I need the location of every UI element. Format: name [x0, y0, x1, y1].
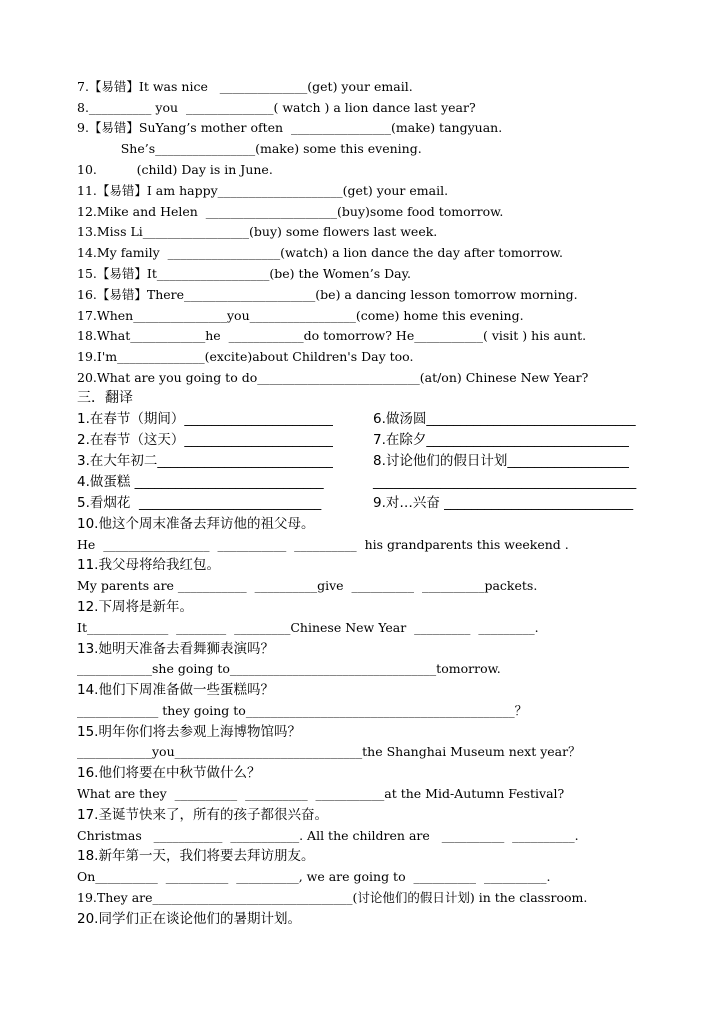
t15-answer: ____________you______________________________the Shanghai Museum next year？: [77, 744, 581, 759]
q11: 11.【易错】I am happy____________________(get) your email.: [77, 183, 449, 198]
q10: 10. (child) Day is in June.: [77, 162, 273, 177]
t16-answer: What are they __________ __________ ___________at the Mid-Autumn Festival?: [77, 786, 565, 801]
vocab-3: 3.在大年初二__________________________: [77, 453, 333, 469]
t18-prompt: 18.新年第一天，我们将要去拜访朋友。: [77, 848, 315, 864]
section-title: 三．翻译: [77, 390, 133, 406]
t11-prompt: 11.我父母将给我红包。: [77, 557, 220, 573]
vocab-4: 4.做蛋糕 ____________________________: [77, 474, 324, 490]
q19: 19.I'm______________(excite)about Children's Day too.: [77, 349, 414, 364]
t17-prompt: 17.圣诞节快来了，所有的孩子都很兴奋。: [77, 807, 328, 823]
t16-prompt: 16.他们将要在中秋节做什么？: [77, 765, 261, 781]
q14: 14.My family __________________(watch) a lion dance the day after tomorrow.: [77, 245, 563, 260]
q9: 9.【易错】SuYang’s mother often ________________(make) tangyuan.: [77, 120, 503, 135]
vocab-1: 1.在春节（期间）______________________: [77, 411, 333, 427]
t18-answer: On__________ __________ __________, we are going to __________ __________.: [77, 869, 551, 884]
vocab-2: 2.在春节（这天）______________________: [77, 432, 333, 448]
q16: 16.【易错】There_____________________(be) a dancing lesson tomorrow morning.: [77, 287, 578, 302]
t14-prompt: 14.他们下周准备做一些蛋糕吗？: [77, 682, 274, 698]
t20-prompt: 20.同学们正在谈论他们的暑期计划。: [77, 911, 301, 927]
t10-answer: He _________________ ___________ __________ his grandparents this weekend .: [77, 537, 569, 552]
q9-line2: She’s________________(make) some this evening.: [77, 141, 422, 156]
q7: 7.【易错】It was nice ______________(get) your email.: [77, 79, 413, 94]
t10-prompt: 10.他这个周末准备去拜访他的祖父母。: [77, 516, 315, 532]
q13: 13.Miss Li_________________(buy) some flowers last week.: [77, 224, 438, 239]
t14-answer: _____________ they going to___________________________________________？: [77, 703, 528, 718]
q20: 20.What are you going to do__________________________(at/on) Chinese New Year?: [77, 370, 589, 385]
t19: 19.They are________________________________(讨论他们的假日计划) in the classroom.: [77, 890, 588, 905]
vocab-7: 7.在除夕______________________________: [373, 432, 629, 448]
q12: 12.Mike and Helen _____________________(buy)some food tomorrow.: [77, 204, 504, 219]
vocab-8-line2: _______________________________________: [373, 474, 637, 490]
t13-prompt: 13.她明天准备去看舞狮表演吗？: [77, 641, 274, 657]
q18: 18.What____________he ____________do tomorrow? He___________( visit ) his aunt.: [77, 328, 587, 343]
vocab-6: 6.做汤圆_______________________________: [373, 411, 636, 427]
q15: 15.【易错】It__________________(be) the Women’s Day.: [77, 266, 411, 281]
t11-answer: My parents are ___________ __________give __________ __________packets.: [77, 578, 538, 593]
q8: 8.__________ you ______________( watch ) a lion dance last year?: [77, 100, 476, 115]
vocab-8: 8.讨论他们的假日计划__________________: [373, 453, 629, 469]
t15-prompt: 15.明年你们将去参观上海博物馆吗？: [77, 724, 301, 740]
t17-answer: Christmas ___________ ___________. All the children are __________ __________.: [77, 828, 579, 843]
t13-answer: ____________she going to_________________________________tomorrow.: [77, 661, 501, 676]
q17: 17.When_______________you_________________(come) home this evening.: [77, 308, 524, 323]
vocab-5: 5.看烟花 ___________________________: [77, 495, 322, 511]
vocab-9: 9.对…兴奋 ____________________________: [373, 495, 634, 511]
t12-answer: It_____________ ________ _________Chinese New Year _________ _________.: [77, 620, 539, 635]
t12-prompt: 12.下周将是新年。: [77, 599, 193, 615]
